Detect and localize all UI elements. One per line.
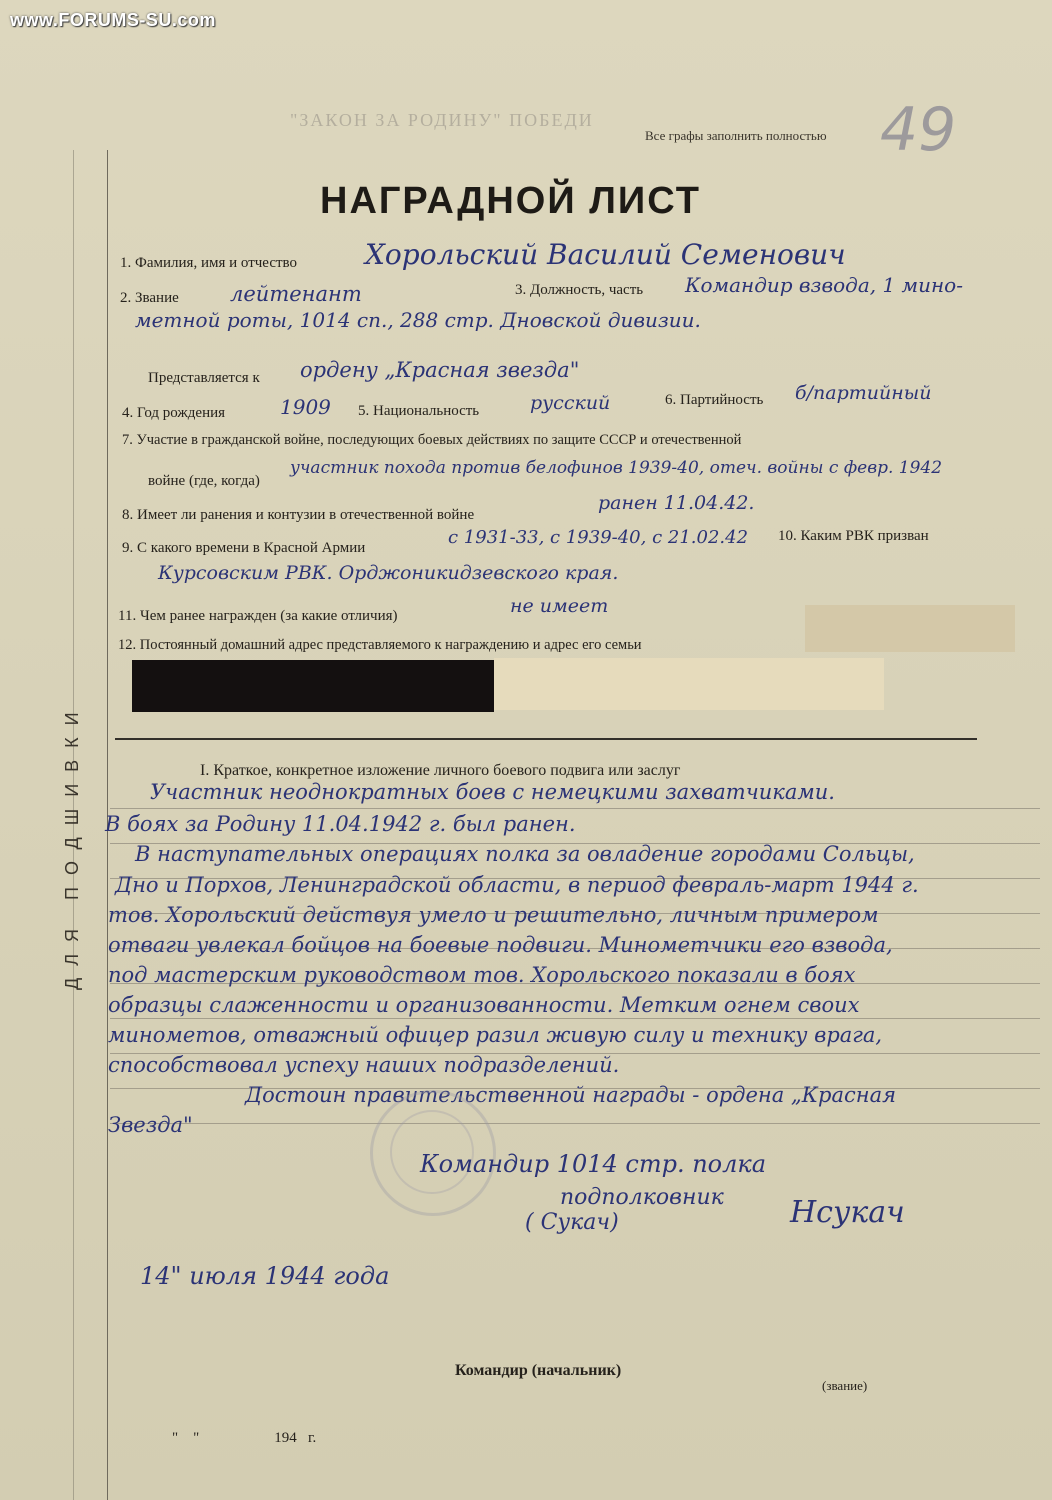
redaction-block-top — [805, 605, 1015, 652]
field-11-value: не имеет — [510, 595, 609, 617]
site-watermark: www.FORUMS-SU.com — [10, 10, 216, 30]
binding-label: ДЛЯ ПОДШИВКИ — [62, 700, 82, 990]
signature-line-2: подполковник — [560, 1185, 724, 1210]
narrative-line: минометов, отважный офицер разил живую силу и технику врага, — [108, 1023, 883, 1047]
narrative-line: образцы слаженности и организованности. Метким огнем своих — [108, 993, 860, 1017]
field-11-label: 11. Чем ранее награжден (за какие отличия) — [118, 608, 398, 624]
document-title: НАГРАДНОЙ ЛИСТ — [320, 180, 701, 222]
field-10-value: Курсовским РВК. Орджоникидзевского края. — [158, 562, 619, 584]
field-10-label: 10. Каким РВК призван — [778, 528, 929, 544]
field-3-value: Командир взвода, 1 мино- — [685, 273, 963, 297]
narrative-line: В боях за Родину 11.04.1942 г. был ранен. — [105, 812, 576, 836]
field-3-value-cont: метной роты, 1014 сп., 288 стр. Дновской дивизии. — [135, 308, 701, 332]
narrative-line: под мастерским руководством тов. Хорольского показали в боях — [108, 963, 856, 987]
redaction-block-black — [132, 660, 494, 712]
field-6-value: б/партийный — [795, 382, 932, 404]
footer-date: " " 194 г. — [172, 1430, 317, 1446]
field-5-label: 5. Национальность — [358, 403, 480, 419]
faded-header: "ЗАКОН ЗА РОДИНУ" ПОБЕДИ — [290, 110, 594, 130]
narrative-line: тов. Хорольский действуя умело и решительно, личным примером — [108, 903, 879, 927]
ruled-line — [110, 1123, 1040, 1124]
field-7-label: 7. Участие в гражданской войне, последующих боевых действиях по защите СССР и отечественной — [122, 432, 742, 448]
presented-label: Представляется к — [148, 370, 260, 386]
field-7-value: участник похода против белофинов 1939-40, отеч. войны с февр. 1942 — [290, 458, 943, 478]
section-heading: I. Краткое, конкретное изложение личного боевого подвига или заслуг — [200, 762, 681, 779]
narrative-line: В наступательных операциях полка за овладение городами Сольцы, — [135, 842, 915, 866]
field-1-value: Хорольский Василий Семенович — [365, 238, 846, 271]
narrative-line: способствовал успеху наших подразделений. — [108, 1053, 620, 1077]
section-divider — [115, 738, 977, 740]
field-9-value: с 1931-33, с 1939-40, с 21.02.42 — [448, 527, 749, 548]
field-1-label: 1. Фамилия, имя и отчество — [120, 255, 298, 271]
field-4-value: 1909 — [280, 395, 331, 419]
instruction-note: Все графы заполнить полностью — [645, 128, 827, 143]
field-6-label: 6. Партийность — [665, 392, 764, 408]
field-4-label: 4. Год рождения — [122, 405, 226, 421]
archive-number: 49 — [880, 95, 957, 165]
narrative-line: Участник неоднократных боев с немецкими захватчиками. — [150, 780, 835, 804]
redaction-block-beige — [494, 658, 884, 710]
signature-line-3: ( Сукач) — [525, 1210, 619, 1235]
field-5-value: русский — [530, 392, 611, 414]
field-3-label: 3. Должность, часть — [515, 282, 644, 298]
ruled-line — [110, 1018, 1040, 1019]
commander-label: Командир (начальник) — [455, 1362, 622, 1379]
presented-value: ордену „Красная звезда" — [300, 358, 580, 382]
field-8-label: 8. Имеет ли ранения и контузии в отечественной войне — [122, 507, 475, 523]
signature-date: 14" июля 1944 года — [140, 1262, 390, 1290]
field-7-label-cont: войне (где, когда) — [148, 473, 260, 489]
handwritten-signature: Нсукач — [790, 1195, 905, 1230]
narrative-line: Звезда" — [108, 1113, 193, 1137]
field-12-label: 12. Постоянный домашний адрес представляемого к награждению и адрес его семьи — [118, 637, 642, 653]
rank-label: (звание) — [822, 1378, 868, 1393]
signature-line-1: Командир 1014 стр. полка — [420, 1150, 767, 1178]
field-2-value: лейтенант — [230, 282, 362, 306]
field-2-label: 2. Звание — [120, 290, 179, 306]
field-8-value: ранен 11.04.42. — [598, 492, 755, 514]
narrative-line: отваги увлекал бойцов на боевые подвиги. Минометчики его взвода, — [108, 933, 893, 957]
narrative-line: Достоин правительственной награды - ордена „Красная — [245, 1083, 897, 1107]
narrative-line: Дно и Порхов, Ленинградской области, в период февраль-март 1944 г. — [115, 873, 919, 897]
ruled-line — [110, 808, 1040, 809]
field-9-label: 9. С какого времени в Красной Армии — [122, 540, 366, 556]
